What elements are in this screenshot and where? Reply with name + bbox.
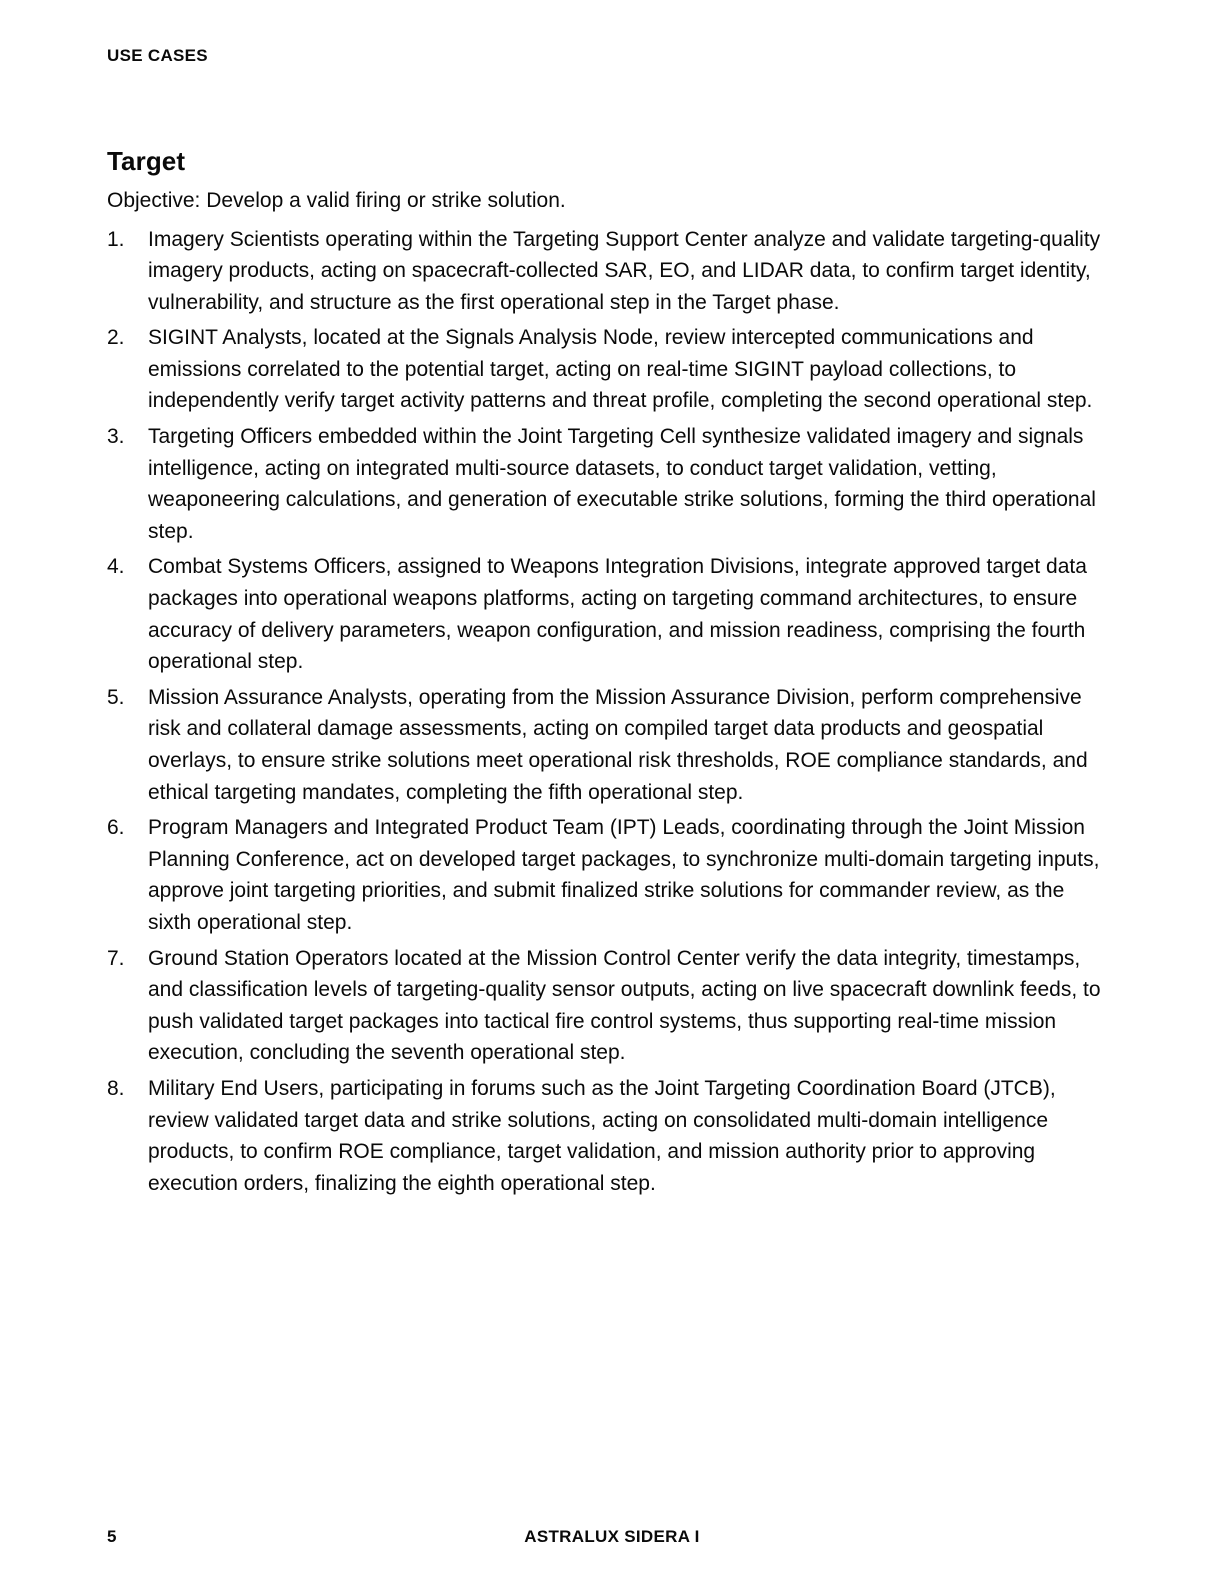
list-item-text: Imagery Scientists operating within the Targeting Support Center analyze and validate targeting-quality imagery products, acting on spacecraft-collected SAR, EO, and LIDAR data, to confirm target identity, vulnerability, and structure as the first operational step in the Target phase. [148, 227, 1101, 314]
header-title: USE CASES [107, 46, 208, 65]
list-item-text: Mission Assurance Analysts, operating from the Mission Assurance Division, perform comprehensive risk and collateral damage assessments, acting on compiled target data products and geospatial overlays, to ensure strike solutions meet operational risk thresholds, ROE compliance standards, and ethical targeting mandates, completing the fifth operational step. [148, 685, 1088, 804]
objective-line: Objective: Develop a valid firing or strike solution. [107, 189, 566, 212]
section-title: Target [107, 146, 186, 176]
list-item-number: 5. [107, 685, 125, 709]
list-item-text: Ground Station Operators located at the Mission Control Center verify the data integrity, timestamps, and classification levels of targeting-quality sensor outputs, acting on live spacecraft downlink feeds, to push validated target packages into tactical fire control systems, thus supporting real-time mission execution, concluding the seventh operational step. [148, 946, 1101, 1065]
list-item [107, 682, 1107, 808]
list-item-number: 3. [107, 425, 125, 449]
list-item-text: Military End Users, participating in forums such as the Joint Targeting Coordination Board (JTCB), review validated target data and strike solutions, acting on consolidated multi-domain intelligence products, to confirm ROE compliance, target validation, and mission authority prior to approving execution orders, finalizing the eighth operational step. [148, 1076, 1056, 1195]
footer-doc-title: ASTRALUX SIDERA I [524, 1527, 700, 1546]
content-area [107, 147, 1107, 1203]
list-item-number: 2. [107, 326, 125, 350]
list-item [107, 1073, 1107, 1199]
list-item [107, 943, 1107, 1069]
list-item-number: 6. [107, 816, 125, 840]
list-item-text: Targeting Officers embedded within the Joint Targeting Cell synthesize validated imagery and signals intelligence, acting on integrated multi-source datasets, to conduct target validation, vetting, weaponeering calculations, and generation of executable strike solutions, forming the third operational step. [148, 425, 1096, 543]
steps-list [107, 224, 1107, 1200]
list-item-number: 1. [107, 227, 125, 251]
page-number: 5 [107, 1527, 117, 1546]
list-item-text: Combat Systems Officers, assigned to Weapons Integration Divisions, integrate approved target data packages into operational weapons platforms, acting on targeting command architectures, to ensure accuracy of delivery parameters, weapon configuration, and mission readiness, comprising the fourth operational step. [148, 555, 1087, 674]
list-item-text: Program Managers and Integrated Product Team (IPT) Leads, coordinating through the Joint Mission Planning Conference, act on developed target packages, to synchronize multi-domain targeting inputs, approve joint targeting priorities, and submit finalized strike solutions for commander review, as the sixth operational step. [148, 816, 1100, 934]
list-item [107, 322, 1107, 417]
list-item-text: SIGINT Analysts, located at the Signals Analysis Node, review intercepted communications and emissions correlated to the potential target, acting on real-time SIGINT payload collections, to independently verify target activity patterns and threat profile, completing the second operational step. [148, 326, 1093, 413]
list-item-number: 8. [107, 1076, 125, 1100]
list-item [107, 224, 1107, 319]
list-item [107, 421, 1107, 547]
running-header [107, 46, 208, 66]
list-item-number: 7. [107, 946, 125, 970]
page-footer [107, 1527, 1117, 1551]
list-item [107, 551, 1107, 677]
list-item-number: 4. [107, 555, 125, 579]
list-item [107, 812, 1107, 938]
